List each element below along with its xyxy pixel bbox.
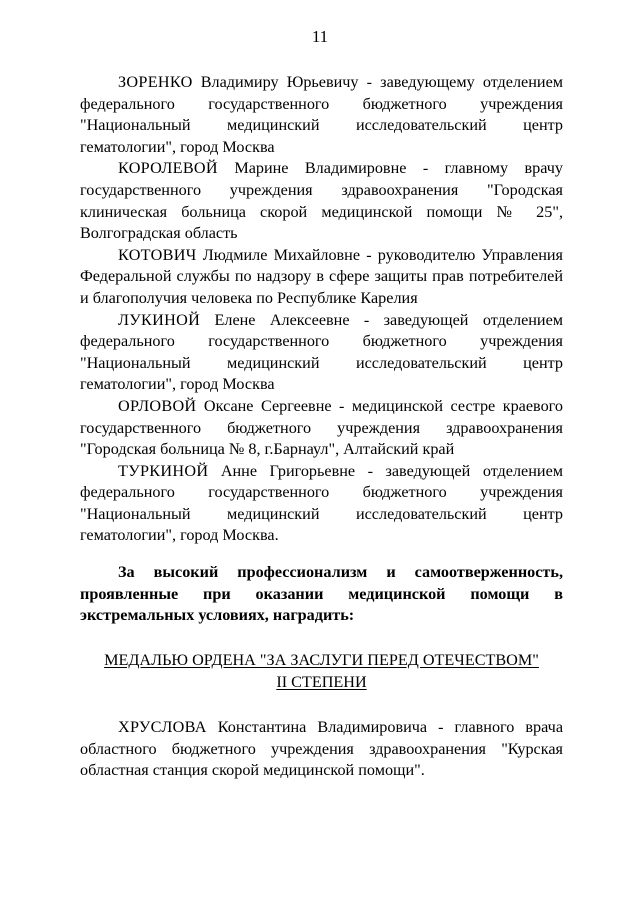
decree-statement: За высокий профессионализм и самоотверженность, проявленные при оказании медицинской помощи в экстремальных условиях, наградить: (80, 563, 563, 625)
recipient-entry (80, 461, 563, 547)
recipient-entry (80, 158, 563, 244)
award-recipient (80, 717, 563, 782)
recipient-surname: ОРЛОВОЙ (118, 396, 197, 415)
recipient-details: Константина Владимировича - главного врача областного бюджетного учреждения здравоохранения "Курская областная станция скорой медицинской помощи". (80, 718, 564, 780)
recipient-details: Владимиру Юрьевичу - заведующему отделением федерального государственного бюджетного учреждения "Национальный медицинский исследовательский центр гематологии", город Москва (80, 73, 564, 156)
recipient-details: Елене Алексеевне - заведующей отделением федерального государственного бюджетного учреждения "Национальный медицинский исследовательский центр гематологии", город Москва (80, 310, 564, 394)
recipient-surname: ЗОРЕНКО (118, 73, 193, 91)
recipient-details: Марине Владимировне - главному врачу государственного учреждения здравоохранения "Городская клиническая больница скорой медицинской помощи № 25", Волгоградская область (80, 159, 563, 243)
award-title-line-1: МЕДАЛЬЮ ОРДЕНА "ЗА ЗАСЛУГИ ПЕРЕД ОТЕЧЕСТВОМ" (104, 651, 539, 669)
recipient-surname: КОТОВИЧ (118, 245, 197, 264)
recipient-details: Людмиле Михайловне - руководителю Управления Федеральной службы по надзору в сфере защиты прав потребителей и благополучия человека по Республике Карелия (80, 245, 563, 307)
recipient-details: Анне Григорьевне - заведующей отделением федерального государственного бюджетного учреждения "Национальный медицинский исследовательский центр гематологии", город Москва. (80, 461, 563, 545)
recipient-surname: ТУРКИНОЙ (118, 461, 209, 480)
recipient-details: Оксане Сергеевне - медицинской сестре краевого государственного бюджетного учреждения здравоохранения "Городская больница № 8, г.Барнаул", Алтайский край (80, 396, 564, 459)
recipient-entry (80, 245, 563, 310)
page-number: 11 (311, 27, 329, 46)
recipients-list (80, 72, 563, 547)
award-title (80, 650, 563, 693)
recipient-entry (80, 72, 563, 158)
award-title-line-2: II СТЕПЕНИ (276, 672, 367, 691)
recipient-surname: ХРУСЛОВА (118, 718, 207, 736)
recipient-surname: ЛУКИНОЙ (118, 310, 201, 329)
recipient-entry (80, 310, 563, 396)
recipient-entry (80, 396, 563, 461)
recipient-entry (80, 717, 563, 782)
recipient-surname: КОРОЛЕВОЙ (118, 159, 218, 178)
